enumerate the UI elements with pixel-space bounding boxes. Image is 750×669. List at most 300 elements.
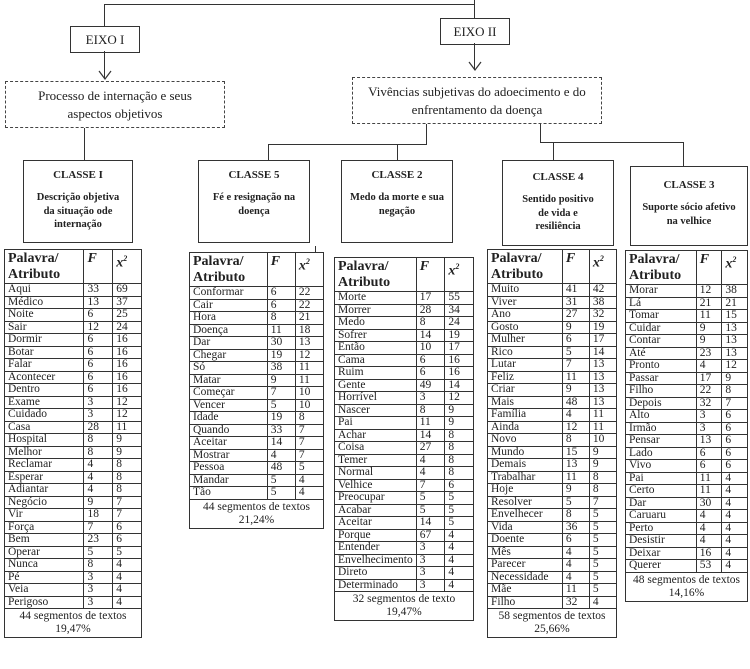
table-row	[5, 496, 142, 509]
frequency-cell: 4	[84, 459, 113, 472]
word-cell: Direto	[335, 567, 417, 580]
chi-square-cell: 4	[113, 571, 142, 584]
word-cell: Mundo	[488, 446, 563, 459]
frequency-cell: 3	[416, 567, 445, 580]
table-row	[488, 284, 617, 297]
table-row	[488, 421, 617, 434]
chi-square-cell: 19	[445, 329, 474, 342]
class-5-description: Fé e resignação na doença	[212, 192, 296, 217]
arrow-down-icon	[468, 61, 482, 71]
word-cell: Rico	[488, 346, 563, 359]
segments-percent: 19,47%	[55, 623, 91, 635]
word-cell: Esperar	[5, 471, 84, 484]
segments-percent: 21,24%	[238, 513, 275, 526]
frequency-cell: 23	[696, 347, 722, 360]
table-row	[626, 460, 748, 473]
class-5-box	[198, 160, 310, 243]
chi-square-cell: 6	[722, 460, 748, 473]
table-row	[190, 424, 324, 437]
table-row	[335, 379, 474, 392]
chi-square-cell: 9	[445, 417, 474, 430]
frequency-cell: 10	[416, 342, 445, 355]
word-cell: Ainda	[488, 421, 563, 434]
chi-square-cell: 18	[295, 324, 323, 337]
table-row	[488, 409, 617, 422]
table-row	[190, 374, 324, 387]
word-cell: Coisa	[335, 442, 417, 455]
table-row	[626, 297, 748, 310]
table-row	[626, 335, 748, 348]
axis-2-label: EIXO II	[453, 23, 497, 39]
frequency-cell: 3	[84, 596, 113, 609]
frequency-cell: 9	[84, 496, 113, 509]
word-cell: Vir	[5, 509, 84, 522]
word-cell: Botar	[5, 346, 84, 359]
word-cell: Nunca	[5, 559, 84, 572]
frequency-cell: 11	[562, 584, 589, 597]
table-row	[5, 384, 142, 397]
table-row	[626, 310, 748, 323]
chi-square-cell: 10	[295, 399, 323, 412]
frequency-cell: 8	[416, 404, 445, 417]
frequency-cell: 67	[416, 529, 445, 542]
table-row	[626, 560, 748, 573]
word-cell: Hospital	[5, 434, 84, 447]
table-row	[488, 471, 617, 484]
table-row	[335, 354, 474, 367]
frequency-cell: 8	[416, 317, 445, 330]
axis-1-box	[70, 26, 140, 53]
word-cell: Veia	[5, 584, 84, 597]
segments-summary	[626, 572, 748, 601]
chi-square-cell: 22	[295, 299, 323, 312]
frequency-cell: 8	[84, 559, 113, 572]
frequency-cell: 4	[696, 535, 722, 548]
chi-square-cell: 19	[589, 321, 616, 334]
table-row	[335, 454, 474, 467]
word-cell: Lutar	[488, 359, 563, 372]
chi-square-cell: 9	[113, 446, 142, 459]
word-cell: Doente	[488, 534, 563, 547]
table-row	[488, 584, 617, 597]
chi-square-cell: 13	[589, 371, 616, 384]
class-5-title: CLASSE 5	[228, 169, 280, 181]
chi-square-cell: 9	[589, 459, 616, 472]
word-cell: Morte	[335, 292, 417, 305]
chi-square-cell: 10	[589, 434, 616, 447]
frequency-cell: 13	[84, 296, 113, 309]
word-cell: Acabar	[335, 504, 417, 517]
chi-square-cell: 12	[722, 360, 748, 373]
word-cell: Passar	[626, 372, 697, 385]
chi-square-cell: 8	[589, 471, 616, 484]
word-cell: Melhor	[5, 446, 84, 459]
frequency-cell: 3	[696, 410, 722, 423]
word-cell: Caruaru	[626, 510, 697, 523]
table-row	[488, 546, 617, 559]
table-row	[488, 296, 617, 309]
table-row	[5, 584, 142, 597]
frequency-cell: 32	[696, 397, 722, 410]
table-row	[5, 596, 142, 609]
frequency-cell: 5	[84, 546, 113, 559]
chi-square-cell: 12	[445, 392, 474, 405]
class-4-title: CLASSE 4	[532, 171, 584, 183]
table-row	[335, 317, 474, 330]
frequency-cell: 28	[84, 421, 113, 434]
chi-square-cell: 4	[445, 579, 474, 592]
frequency-cell: 4	[562, 546, 589, 559]
frequency-cell: 3	[84, 396, 113, 409]
word-cell: Entender	[335, 542, 417, 555]
frequency-cell: 21	[696, 297, 722, 310]
word-cell: Sair	[5, 321, 84, 334]
word-cell: Medo	[335, 317, 417, 330]
table-row	[626, 547, 748, 560]
word-cell: Sofrer	[335, 329, 417, 342]
word-cell: Nascer	[335, 404, 417, 417]
chi-square-cell: 8	[445, 454, 474, 467]
frequency-cell: 48	[267, 462, 295, 475]
header-word: Palavra/ Atributo	[190, 253, 268, 287]
frequency-cell: 5	[267, 399, 295, 412]
table-row	[5, 284, 142, 297]
table-row	[335, 429, 474, 442]
table-row	[190, 337, 324, 350]
word-cell: Hoje	[488, 484, 563, 497]
chi-square-cell: 9	[113, 434, 142, 447]
segments-count: 32 segmentos de texto	[352, 593, 456, 605]
word-cell: Depois	[626, 397, 697, 410]
chi-square-cell: 13	[295, 337, 323, 350]
word-cell: Envelhecer	[488, 509, 563, 522]
table-row	[335, 304, 474, 317]
class-1-description: Descrição objetiva da situação ode internação	[36, 192, 120, 231]
class-4-box	[502, 160, 614, 246]
word-cell: Pessoa	[190, 462, 268, 475]
table-row	[626, 322, 748, 335]
frequency-cell: 19	[267, 412, 295, 425]
chi-square-cell: 12	[113, 409, 142, 422]
class-1-box	[23, 160, 133, 243]
word-cell: Bem	[5, 534, 84, 547]
frequency-cell: 6	[416, 367, 445, 380]
frequency-cell: 4	[416, 454, 445, 467]
frequency-cell: 49	[416, 379, 445, 392]
frequency-cell: 6	[84, 334, 113, 347]
frequency-cell: 22	[696, 385, 722, 398]
chi-square-cell: 24	[113, 321, 142, 334]
chi-square-cell: 8	[113, 459, 142, 472]
table-row	[488, 321, 617, 334]
word-cell: Então	[335, 342, 417, 355]
frequency-cell: 19	[267, 349, 295, 362]
chi-square-cell: 38	[722, 285, 748, 298]
word-cell: Casa	[5, 421, 84, 434]
table-row	[5, 421, 142, 434]
chi-square-cell: 13	[722, 322, 748, 335]
table-row	[335, 504, 474, 517]
chi-square-cell: 4	[113, 559, 142, 572]
chi-square-cell: 11	[295, 362, 323, 375]
word-cell: Filho	[626, 385, 697, 398]
class-2-word-table	[334, 257, 474, 621]
table-row	[190, 474, 324, 487]
frequency-cell: 9	[562, 384, 589, 397]
chi-square-cell: 9	[445, 404, 474, 417]
table-row	[626, 447, 748, 460]
frequency-cell: 3	[84, 584, 113, 597]
table-row	[626, 422, 748, 435]
chi-square-cell: 42	[589, 284, 616, 297]
word-cell: Negócio	[5, 496, 84, 509]
frequency-cell: 8	[267, 312, 295, 325]
word-cell: Vivo	[626, 460, 697, 473]
table-row	[5, 396, 142, 409]
segments-summary	[5, 609, 142, 638]
word-cell: Cair	[190, 299, 268, 312]
table-row	[488, 534, 617, 547]
class-2-box	[341, 160, 453, 243]
table-footer-row	[626, 572, 748, 601]
table-row	[626, 472, 748, 485]
chi-square-cell: 16	[113, 346, 142, 359]
table-header-row	[335, 258, 474, 292]
table-row	[488, 346, 617, 359]
word-cell: Dentro	[5, 384, 84, 397]
connector-axis2-left-stem	[426, 124, 427, 144]
table-row	[626, 522, 748, 535]
frequency-cell: 5	[416, 492, 445, 505]
word-cell: Doença	[190, 324, 268, 337]
table-row	[488, 484, 617, 497]
table-row	[190, 299, 324, 312]
chi-square-cell: 5	[113, 546, 142, 559]
frequency-cell: 3	[84, 409, 113, 422]
table-row	[488, 559, 617, 572]
word-cell: Criar	[488, 384, 563, 397]
connector-axis2-left-horizontal	[268, 144, 427, 145]
table-row	[626, 510, 748, 523]
word-cell: Normal	[335, 467, 417, 480]
class-1-title: CLASSE I	[53, 169, 103, 181]
word-cell: Reclamar	[5, 459, 84, 472]
chi-square-cell: 13	[722, 347, 748, 360]
table-row	[488, 434, 617, 447]
word-cell: Tão	[190, 487, 268, 500]
table-row	[335, 579, 474, 592]
word-cell: Adiantar	[5, 484, 84, 497]
word-cell: Acontecer	[5, 371, 84, 384]
frequency-cell: 5	[562, 346, 589, 359]
word-cell: Matar	[190, 374, 268, 387]
word-cell: Só	[190, 362, 268, 375]
word-cell: Filho	[488, 596, 563, 609]
chi-square-cell: 69	[113, 284, 142, 297]
chi-square-cell: 24	[445, 317, 474, 330]
chi-square-cell: 13	[589, 396, 616, 409]
word-cell: Resolver	[488, 496, 563, 509]
segments-summary	[335, 592, 474, 621]
chi-square-cell: 13	[589, 359, 616, 372]
table-row	[190, 362, 324, 375]
chi-square-cell: 6	[445, 479, 474, 492]
chi-square-cell: 7	[295, 424, 323, 437]
chi-square-cell: 4	[722, 522, 748, 535]
word-cell: Mostrar	[190, 449, 268, 462]
table-row	[335, 329, 474, 342]
word-cell: Mãe	[488, 584, 563, 597]
chi-square-cell: 14	[445, 379, 474, 392]
frequency-cell: 13	[562, 459, 589, 472]
table-row	[5, 346, 142, 359]
chi-square-cell: 8	[445, 429, 474, 442]
word-cell: Operar	[5, 546, 84, 559]
word-cell: Perto	[626, 522, 697, 535]
connector-class3	[683, 142, 684, 166]
connector-class2	[397, 144, 398, 160]
word-cell: Dormir	[5, 334, 84, 347]
header-chi-square: $x^2$	[113, 250, 142, 284]
word-cell: Pai	[626, 472, 697, 485]
class-3-title: CLASSE 3	[663, 179, 715, 191]
chi-square-cell: 25	[113, 309, 142, 322]
word-cell: Achar	[335, 429, 417, 442]
frequency-cell: 6	[84, 371, 113, 384]
connector-axis1-class1	[84, 128, 85, 160]
table-row	[335, 404, 474, 417]
frequency-cell: 6	[267, 299, 295, 312]
frequency-cell: 30	[696, 497, 722, 510]
chi-square-cell: 6	[722, 447, 748, 460]
table-row	[335, 479, 474, 492]
frequency-cell: 31	[562, 296, 589, 309]
header-frequency: F	[84, 250, 113, 284]
chi-square-cell: 4	[722, 510, 748, 523]
header-chi-square: $x^2$	[722, 251, 748, 285]
frequency-cell: 4	[562, 559, 589, 572]
word-cell: Muito	[488, 284, 563, 297]
frequency-cell: 9	[696, 335, 722, 348]
chi-square-cell: 16	[113, 371, 142, 384]
frequency-cell: 17	[416, 292, 445, 305]
table-row	[626, 347, 748, 360]
chi-square-cell: 7	[722, 397, 748, 410]
header-chi-square: $x^2$	[295, 253, 323, 287]
table-row	[5, 434, 142, 447]
word-cell: Necessidade	[488, 571, 563, 584]
word-cell: Vida	[488, 521, 563, 534]
chi-square-cell: 6	[722, 422, 748, 435]
chi-square-cell: 4	[589, 596, 616, 609]
chi-square-cell: 13	[722, 335, 748, 348]
frequency-cell: 11	[696, 485, 722, 498]
class-1-word-table	[4, 249, 142, 638]
word-cell: Dar	[626, 497, 697, 510]
word-cell: Falar	[5, 359, 84, 372]
table-row	[5, 509, 142, 522]
frequency-cell: 5	[562, 496, 589, 509]
frequency-cell: 9	[562, 321, 589, 334]
frequency-cell: 11	[562, 471, 589, 484]
word-cell: Mulher	[488, 334, 563, 347]
frequency-cell: 28	[416, 304, 445, 317]
frequency-cell: 23	[84, 534, 113, 547]
table-row	[5, 409, 142, 422]
frequency-cell: 5	[416, 504, 445, 517]
table-row	[5, 446, 142, 459]
word-cell: Lá	[626, 297, 697, 310]
word-cell: Cuidar	[626, 322, 697, 335]
chi-square-cell: 5	[589, 534, 616, 547]
arrow-down-icon	[98, 70, 112, 80]
frequency-cell: 5	[267, 474, 295, 487]
table-row	[335, 342, 474, 355]
chi-square-cell: 16	[113, 384, 142, 397]
frequency-cell: 14	[416, 429, 445, 442]
table-row	[5, 571, 142, 584]
chi-square-cell: 10	[295, 387, 323, 400]
frequency-cell: 7	[84, 521, 113, 534]
chi-square-cell: 5	[445, 504, 474, 517]
chi-square-cell: 7	[113, 496, 142, 509]
word-cell: Contar	[626, 335, 697, 348]
chi-square-cell: 6	[722, 435, 748, 448]
table-row	[626, 397, 748, 410]
word-cell: Porque	[335, 529, 417, 542]
frequency-cell: 6	[562, 534, 589, 547]
chi-square-cell: 8	[295, 412, 323, 425]
chi-square-cell: 4	[445, 542, 474, 555]
word-cell: Chegar	[190, 349, 268, 362]
chi-square-cell: 4	[113, 596, 142, 609]
table-row	[190, 312, 324, 325]
word-cell: Aqui	[5, 284, 84, 297]
table-row	[626, 485, 748, 498]
segments-percent: 14,16%	[668, 586, 705, 599]
table-row	[335, 554, 474, 567]
chi-square-cell: 8	[113, 471, 142, 484]
frequency-cell: 8	[84, 434, 113, 447]
class-4-word-table	[487, 249, 617, 638]
chi-square-cell: 5	[589, 571, 616, 584]
word-cell: Cama	[335, 354, 417, 367]
chi-square-cell: 16	[113, 359, 142, 372]
word-cell: Envelhecimento	[335, 554, 417, 567]
table-row	[626, 360, 748, 373]
word-cell: Temer	[335, 454, 417, 467]
table-header-row	[626, 251, 748, 285]
word-cell: Morrer	[335, 304, 417, 317]
table-row	[335, 529, 474, 542]
table-row	[488, 596, 617, 609]
class-3-box	[630, 166, 748, 246]
frequency-cell: 9	[267, 374, 295, 387]
frequency-cell: 7	[267, 387, 295, 400]
table-row	[190, 349, 324, 362]
chi-square-cell: 4	[445, 567, 474, 580]
frequency-cell: 33	[267, 424, 295, 437]
connector-top-right-vertical	[474, 0, 475, 18]
chi-square-cell: 22	[295, 287, 323, 300]
word-cell: Demais	[488, 459, 563, 472]
chi-square-cell: 11	[589, 409, 616, 422]
frequency-cell: 3	[416, 392, 445, 405]
frequency-cell: 11	[267, 324, 295, 337]
word-cell: Determinado	[335, 579, 417, 592]
table-header-row	[488, 250, 617, 284]
table-row	[335, 367, 474, 380]
